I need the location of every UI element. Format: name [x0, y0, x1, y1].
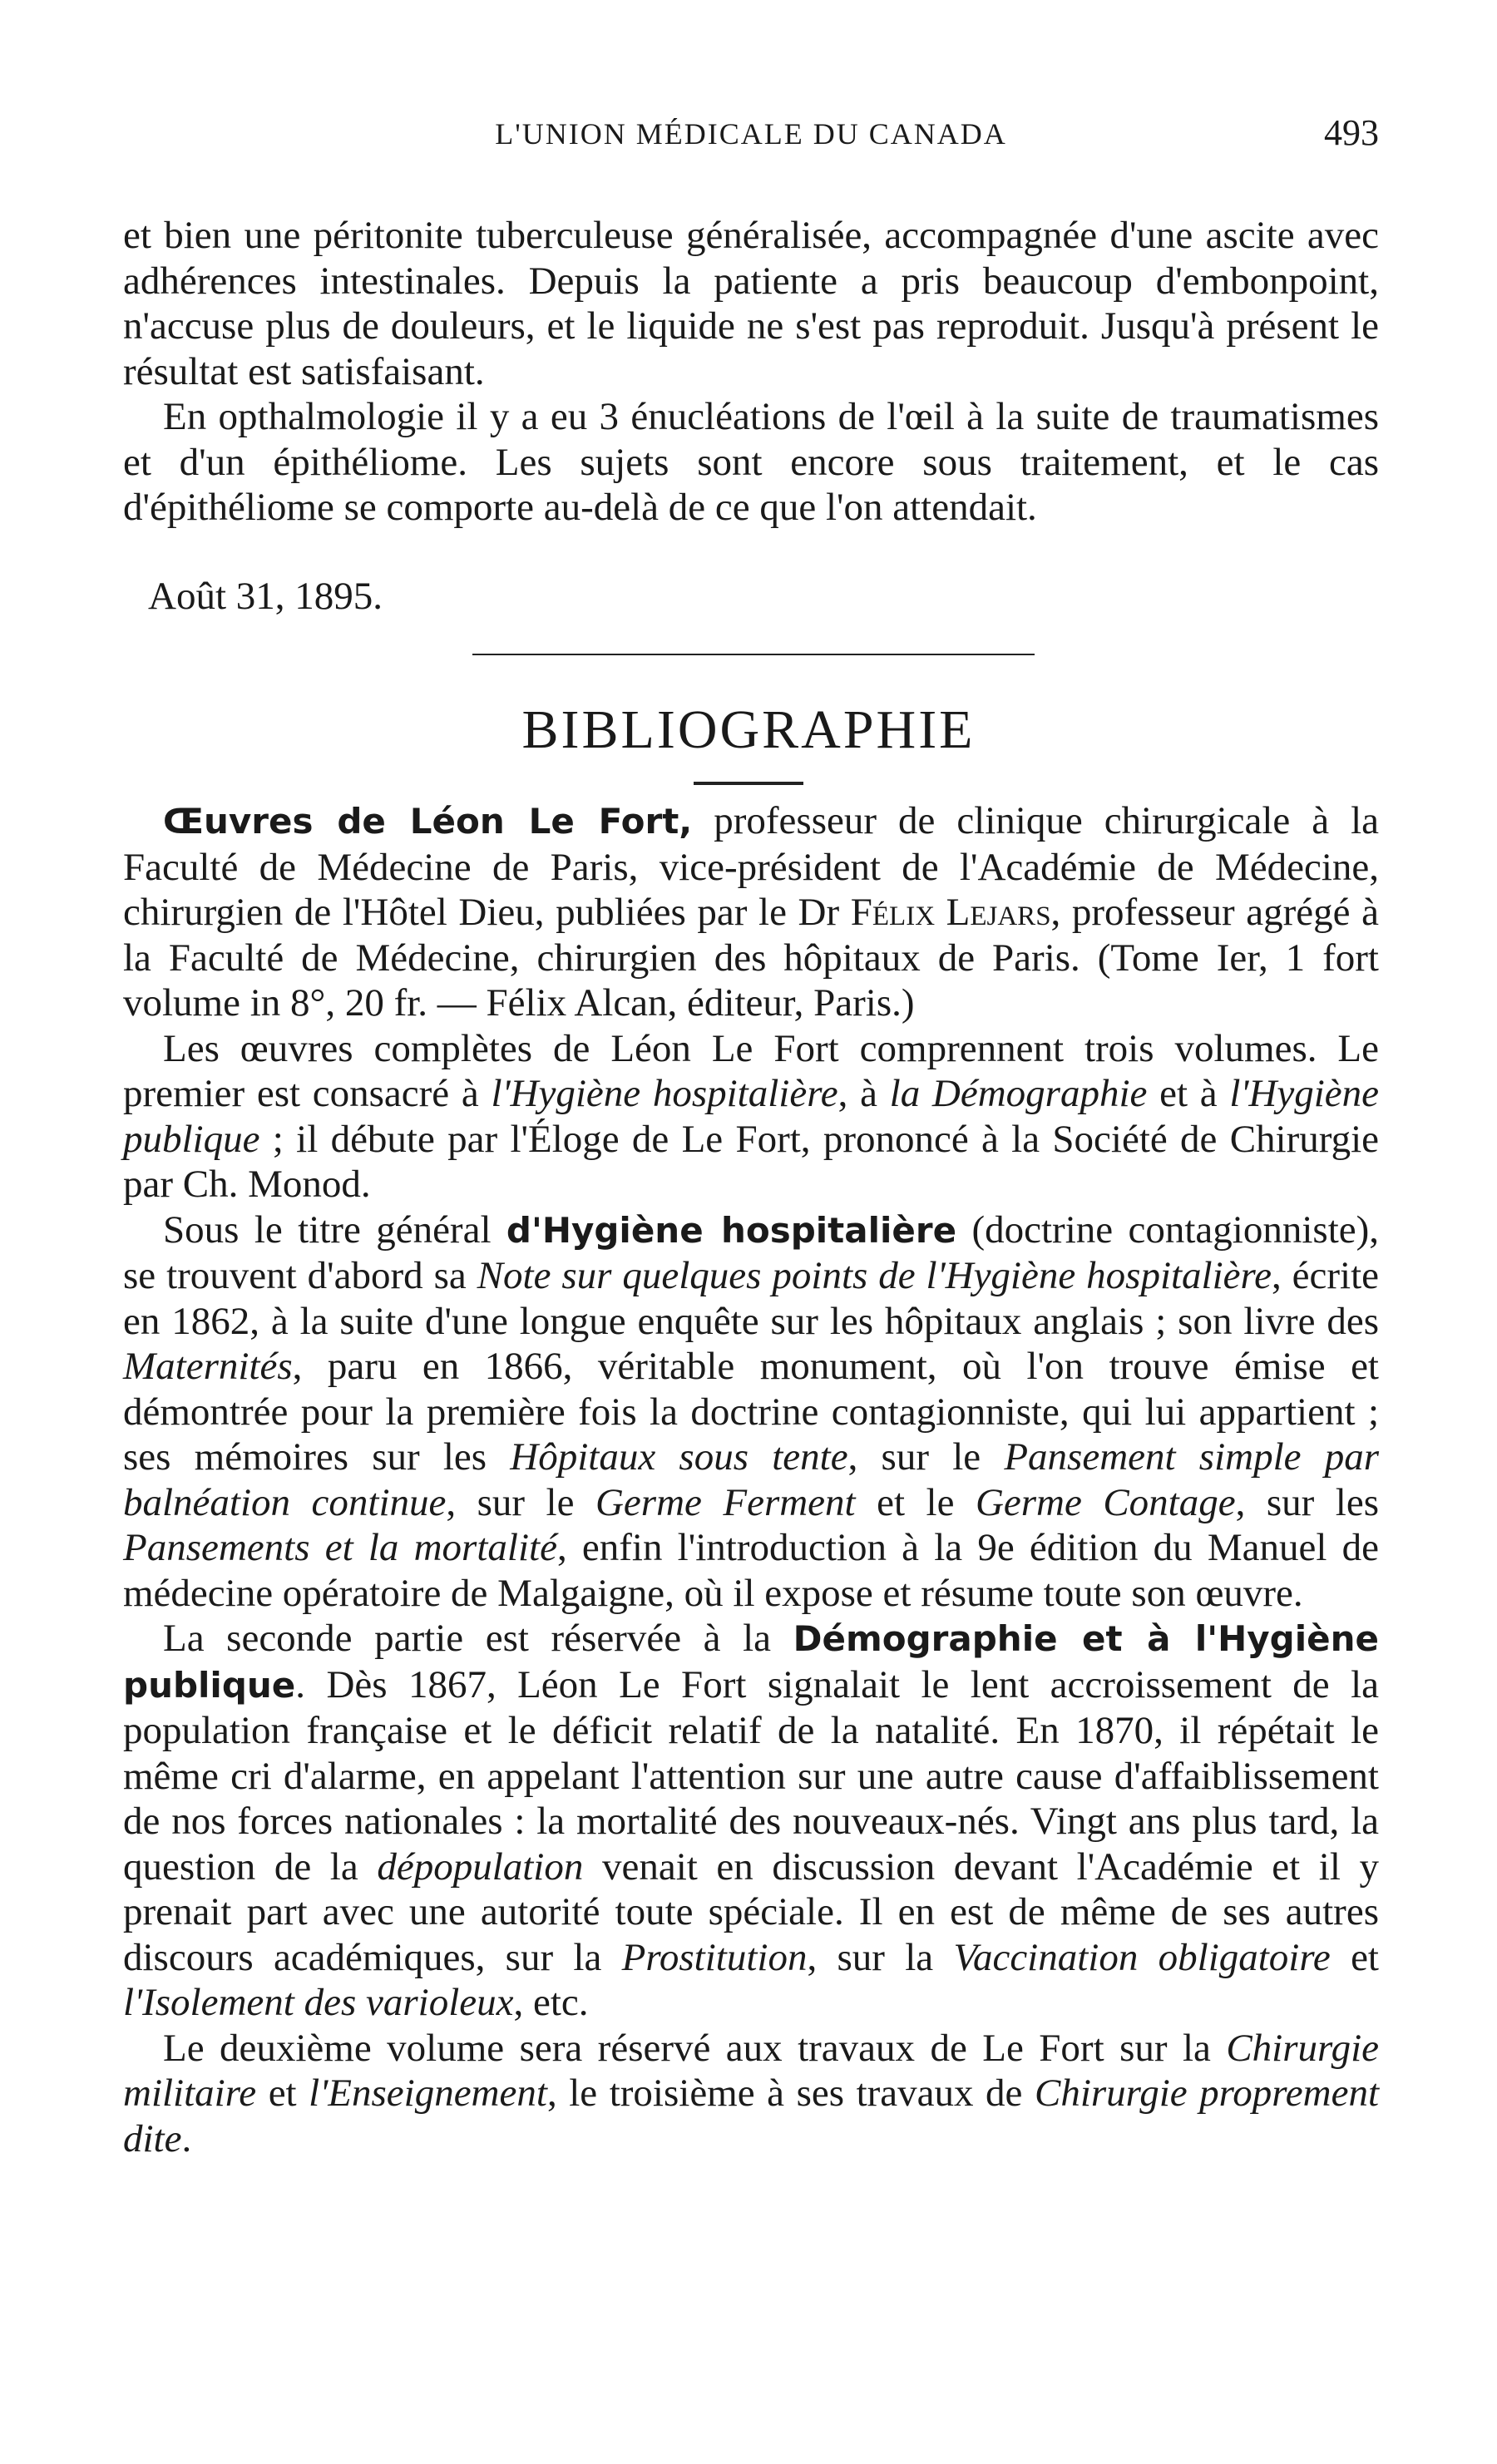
paragraph: et bien une péritonite tuberculeuse généralisée, accompagnée d'une ascite avec adhérences intestinales. Depuis la patiente a pris beaucoup d'embonpoint, n'accuse plus de douleurs, et le liquide ne s'est pas reproduit. Jusqu'à présent le résultat est satisfaisant.: [123, 214, 1379, 393]
entry-title: Œuvres de Léon Le Fort,: [163, 801, 693, 842]
title-underline: [694, 782, 803, 785]
page-header: [123, 112, 1379, 166]
paragraph: Sous le titre général d'Hygiène hospitalière (doctrine contagionniste), se trouvent d'abord sa Note sur quelques points de l'Hygiène hospitalière, écrite en 1862, à la suite d'une longue enquête sur les hôpitaux anglais ; son livre des Maternités, paru en 1866, véritable monument, où l'on trouve émise et démontrée pour la première fois la doctrine contagionniste, qui lui appartient ; ses mémoires sur les Hôpitaux sous tente, sur le Pansement simple par balnéation continue, sur le Germe Ferment et le Germe Contage, sur les Pansements et la mortalité, enfin l'introduction à la 9e édition du Manuel de médecine opératoire de Malgaigne, où il expose et résume toute son œuvre.: [123, 1207, 1380, 1615]
paragraph: Les œuvres complètes de Léon Le Fort comprennent trois volumes. Le premier est consacré à l'Hygiène hospitalière, à la Démographie et à l'Hygiène publique ; il débute par l'Éloge de Le Fort, prononcé à la Société de Chirurgie par Ch. Monod.: [123, 1026, 1380, 1206]
bibliography-entry: Œuvres de Léon Le Fort, professeur de clinique chirurgicale à la Faculté de Médecine de Paris, vice-président de l'Académie de Médecine, chirurgien de l'Hôtel Dieu, publiées par le Dr Félix Lejars, professeur agrégé à la Faculté de Médecine, chirurgien des hôpitaux de Paris. (Tome Ier, 1 fort volume in 8°, 20 fr. — Félix Alcan, éditeur, Paris.): [123, 799, 1379, 1025]
entry-editor: Félix Lejars: [850, 891, 1051, 934]
section-divider: [472, 654, 1035, 655]
running-head: L'UNION MÉDICALE DU CANADA: [495, 117, 1007, 151]
bibliography-section: [123, 798, 1379, 2161]
section-title: BIBLIOGRAPHIE: [521, 699, 976, 760]
article-date: Août 31, 1895.: [148, 575, 383, 618]
preceding-article-text: [123, 213, 1379, 531]
paragraph: La seconde partie est réservée à la Démographie et à l'Hygiène publique. Dès 1867, Léon Le Fort signalait le lent accroissement de la population française et le déficit relatif de la natalité. En 1870, il répétait le même cri d'alarme, en appelant l'attention sur une autre cause d'affaiblissement de nos forces nationales : la mortalité des nouveaux-nés. Vingt ans plus tard, la question de la dépopulation venait en discussion devant l'Académie et il y prenait part avec une autorité toute spéciale. Il en est de même de ses autres discours académiques, sur la Prostitution, sur la Vaccination obligatoire et l'Isolement des varioleux, etc.: [123, 1617, 1379, 2024]
paragraph: Le deuxième volume sera réservé aux travaux de Le Fort sur la Chirurgie militaire et l'Enseignement, le troisième à ses travaux de Chirurgie proprement dite.: [123, 2026, 1379, 2160]
page-number: 493: [1324, 112, 1379, 153]
paragraph: En opthalmologie il y a eu 3 énucléations de l'œil à la suite de traumatismes et d'un épithéliome. Les sujets sont encore sous traitement, et le cas d'épithéliome se comporte au-delà de ce que l'on attendait.: [123, 395, 1379, 529]
